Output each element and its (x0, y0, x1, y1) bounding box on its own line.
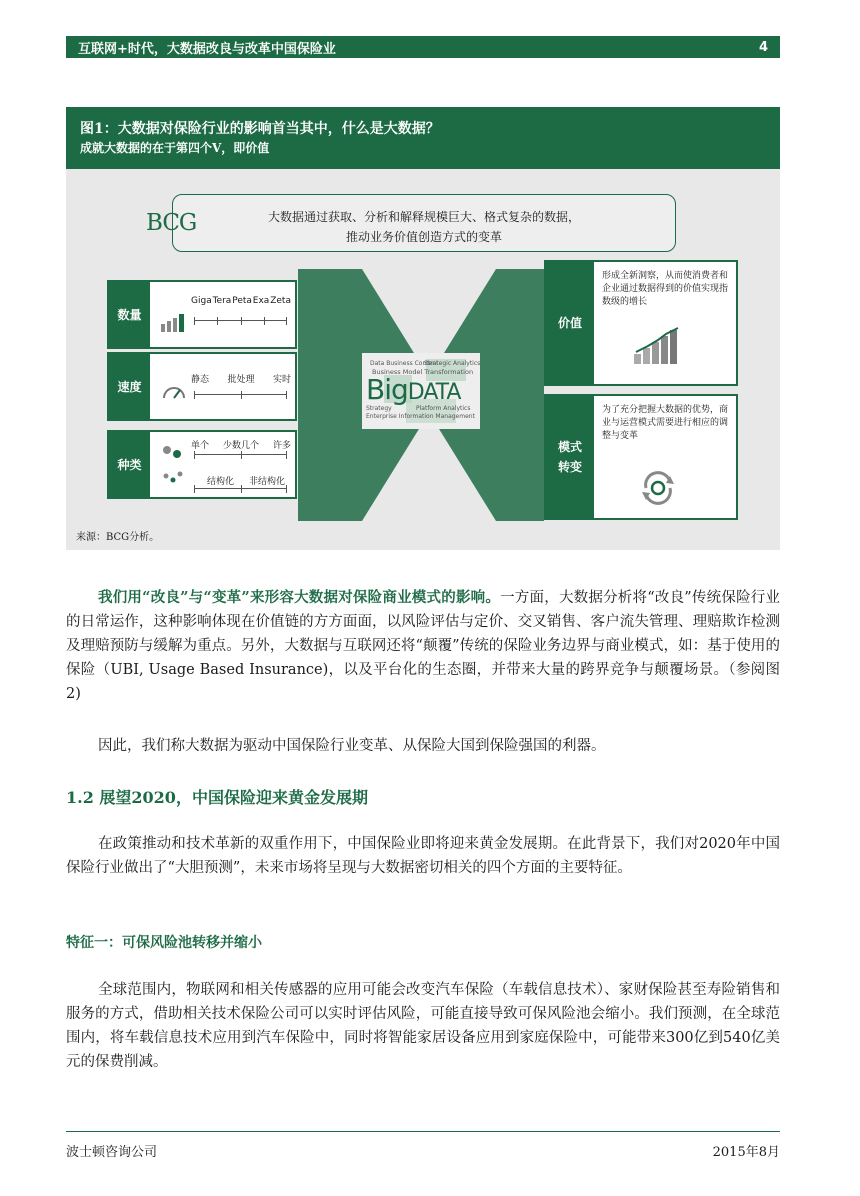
velocity-row (107, 352, 297, 421)
paragraph-4: 全球范围内，物联网和相关传感器的应用可能会改变汽车保险（车载信息技术）、家财保险甚至寿险销售和服务的方式，借助相关技术保险公司可以实时评估风险，可能直接导致可保风险池会缩小。我们预测，在全球范围内，将车载信息技术应用到汽车保险中，同时将智能家居设备应用到家庭保险中，可能带来300亿到540亿美元的保费削减。 (66, 982, 780, 1070)
paragraph-1-rest: 一方面，大数据分析将“改良”传统保险行业的日常运作，这种影响体现在价值链的方方面面，以风险评估与定价、交叉销售、客户流失管理、理赔欺诈检测及理赔预防与缓解为重点。另外，大数据与互联网还将“颠覆”传统的保险业务边界与商业模式，如：基于使用的保险（UBI, Usage Based Insurance)，以及平台化的生态圈，并带来大量的跨界竞争与颠覆场景。（参阅图2) (66, 590, 780, 702)
scale-tera: Tera (212, 296, 232, 306)
header-title: 互联网+时代，大数据改良与改革中国保险业 (78, 41, 336, 57)
feature-1-heading: 特征一：可保风险池转移并缩小 (66, 935, 262, 951)
scale-static: 静态 (191, 375, 210, 385)
velocity-label: 速度 (109, 354, 150, 419)
big-data-logo (366, 373, 460, 406)
variety-row (107, 430, 297, 499)
data-word: DATA (407, 380, 461, 405)
model-change-label (546, 396, 594, 518)
variety-icon (161, 440, 187, 490)
paragraph-3: 在政策推动和技术革新的双重作用下，中国保险业即将迎来黄金发展期。在此背景下，我们对2020年中国保险行业做出了“大胆预测”，未来市场将呈现与大数据密切相关的四个方面的主要特征。 (66, 836, 780, 876)
variety-scale-top (194, 454, 287, 464)
tag-strategy: Strategy (366, 405, 392, 412)
scale-exa: Exa (252, 296, 270, 306)
refresh-gear-icon (638, 468, 678, 508)
volume-label: 数量 (109, 282, 150, 347)
figure-title: 图1：大数据对保险行业的影响首当其中，什么是大数据？ (80, 121, 440, 137)
figure-1 (66, 107, 780, 550)
growth-chart-icon (632, 326, 682, 366)
tag-platform-analytics: Platform Analytics (416, 405, 471, 412)
scale-single: 单个 (191, 441, 210, 451)
volume-scale-labels (191, 296, 291, 306)
scale-giga: Giga (191, 296, 212, 306)
value-row (544, 260, 738, 386)
scale-zeta: Zeta (270, 296, 291, 306)
variety-label: 种类 (109, 432, 150, 497)
tag-enterprise-info: Enterprise Information Management (366, 413, 475, 420)
running-header (66, 36, 780, 58)
tag-business-model: Business Model Transformation (372, 368, 474, 376)
tag-strategic-analytics: Strategic Analytics (424, 360, 481, 367)
paragraph-1 (66, 586, 780, 706)
velocity-scale-labels (191, 372, 291, 385)
footer-company: 波士顿咨询公司 (66, 1145, 158, 1160)
bar-chart-icon (161, 312, 187, 332)
scale-realtime: 实时 (272, 375, 291, 385)
model-change-row (544, 394, 738, 520)
variety-scale-top-labels (191, 438, 291, 451)
definition-box (172, 194, 676, 252)
footer-date: 2015年8月 (712, 1145, 780, 1160)
figure-source: 来源：BCG分析。 (76, 532, 160, 543)
value-label: 价值 (546, 262, 594, 384)
paragraph-1-lead: 我们用“改良”与“变革”来形容大数据对保险商业模式的影响。 (98, 589, 501, 606)
model-change-label-2: 转变 (557, 460, 582, 474)
variety-scale-bottom (194, 488, 287, 498)
model-change-label-1: 模式 (557, 440, 582, 454)
variety-scale-bottom-labels (207, 474, 285, 487)
definition-line-1: 大数据通过获取、分析和解释规模巨大、格式复杂的数据， (267, 210, 580, 224)
scale-few: 少数几个 (222, 441, 259, 451)
definition-line-2: 推动业务价值创造方式的变革 (345, 230, 502, 244)
scale-structured: 结构化 (207, 477, 235, 487)
velocity-scale (194, 394, 287, 404)
scale-many: 许多 (272, 441, 291, 451)
model-change-text: 为了充分把握大数据的优势，商业与运营模式需要进行相应的调整与变革 (602, 405, 729, 441)
value-text: 形成全新洞察，从而使消费者和企业通过数据得到的价值实现指数级的增长 (602, 271, 729, 307)
paragraph-2: 因此，我们称大数据为驱动中国保险行业变革、从保险大国到保险强国的利器。 (98, 738, 606, 754)
page-number: 4 (758, 39, 768, 55)
big-word: Big (366, 373, 408, 406)
figure-subtitle: 成就大数据的在于第四个V，即价值 (80, 141, 270, 155)
scale-peta: Peta (232, 296, 252, 306)
speedometer-icon (161, 380, 187, 402)
tag-data-business: Data Business Content (370, 360, 439, 367)
scale-batch: 批处理 (227, 375, 255, 385)
volume-scale (194, 320, 287, 330)
footer-rule (66, 1131, 780, 1132)
scale-unstructured: 非结构化 (248, 477, 285, 487)
section-heading: 1.2 展望2020，中国保险迎来黄金发展期 (66, 788, 368, 807)
bcg-logo: BCG (146, 210, 197, 236)
volume-row (107, 280, 297, 349)
